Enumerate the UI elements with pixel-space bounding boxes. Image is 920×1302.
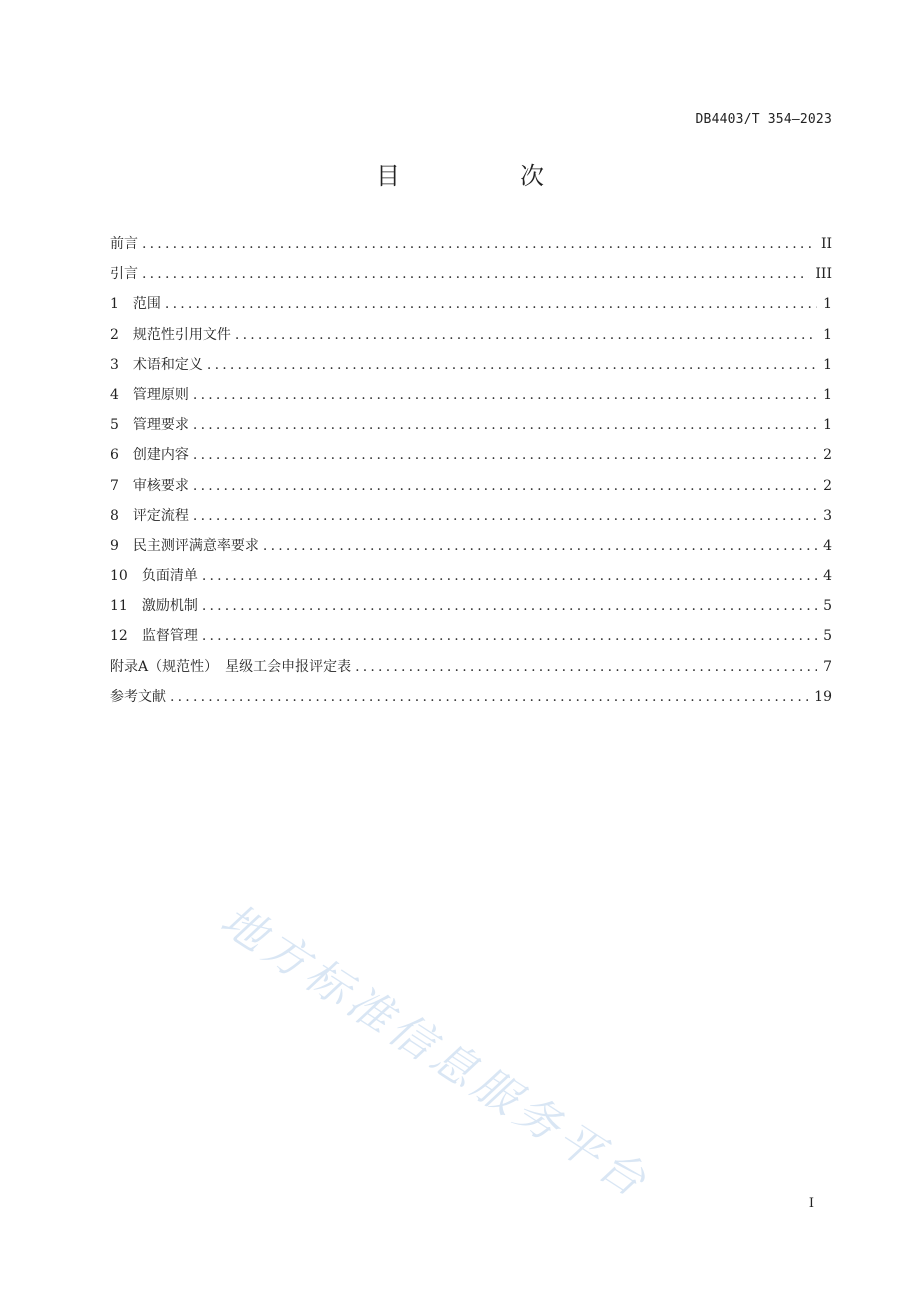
toc-dot-leader [193, 508, 817, 524]
toc-entry-page: 1 [823, 386, 832, 403]
toc-entry-3[interactable] [110, 354, 832, 384]
toc-dot-leader [202, 628, 817, 644]
toc-dot-leader [193, 417, 817, 433]
toc-entry-text: 创建内容 [132, 447, 189, 464]
toc-entry-8[interactable] [110, 505, 832, 535]
toc-dot-leader [165, 296, 817, 312]
toc-dot-leader [235, 327, 817, 343]
toc-entry-bibliography[interactable] [110, 686, 832, 716]
toc-entry-6[interactable] [110, 444, 832, 474]
toc-entry-text: 管理要求 [132, 417, 189, 434]
toc-entry-text: 引言 [110, 266, 138, 283]
toc-entry-foreword[interactable] [110, 233, 832, 263]
toc-entry-appendix-a[interactable] [110, 656, 832, 686]
toc-entry-text: 激励机制 [141, 598, 198, 615]
toc-entry-text: 参考文献 [110, 688, 166, 705]
toc-entry-text: 评定流程 [132, 507, 189, 524]
table-of-contents [110, 233, 832, 716]
toc-entry-page: 4 [823, 568, 832, 585]
toc-entry-page: II [820, 236, 832, 252]
toc-dot-leader [193, 387, 817, 403]
toc-entry-page: 5 [823, 598, 832, 615]
toc-dot-leader [142, 236, 815, 252]
toc-entry-page: 4 [823, 537, 832, 554]
toc-entry-9[interactable] [110, 535, 832, 565]
toc-entry-page: 1 [823, 296, 832, 313]
toc-entry-number: 1 [110, 296, 119, 313]
toc-dot-leader [207, 357, 817, 373]
toc-entry-number: 6 [110, 447, 119, 464]
toc-entry-7[interactable] [110, 475, 832, 505]
toc-entry-5[interactable] [110, 414, 832, 444]
toc-entry-number: 7 [110, 477, 119, 494]
toc-dot-leader [193, 478, 817, 494]
toc-entry-text: 术语和定义 [132, 356, 203, 373]
toc-entry-1[interactable] [110, 293, 832, 323]
toc-entry-text: 监督管理 [141, 628, 198, 645]
toc-dot-leader [263, 538, 817, 554]
toc-entry-text: 管理原则 [132, 386, 189, 403]
toc-dot-leader [202, 568, 817, 584]
toc-entry-text: 审核要求 [132, 477, 189, 494]
toc-entry-11[interactable] [110, 595, 832, 625]
toc-entry-12[interactable] [110, 625, 832, 655]
toc-entry-introduction[interactable] [110, 263, 832, 293]
toc-entry-number: 3 [110, 356, 119, 373]
toc-entry-text: 范围 [132, 296, 161, 313]
toc-entry-number: 8 [110, 507, 119, 524]
toc-dot-leader [355, 659, 817, 675]
toc-entry-page: III [815, 266, 832, 283]
watermark: 地方标准信息服务平台 [211, 894, 659, 1210]
toc-entry-page: 1 [823, 326, 832, 343]
toc-entry-10[interactable] [110, 565, 832, 595]
toc-entry-number: 9 [110, 537, 119, 554]
toc-entry-text: 负面清单 [141, 568, 198, 585]
toc-entry-text: 前言 [110, 236, 138, 252]
toc-dot-leader [142, 266, 809, 282]
toc-dot-leader [170, 689, 808, 705]
toc-entry-text: 附录A（规范性） 星级工会申报评定表 [110, 658, 352, 675]
toc-entry-page: 3 [823, 507, 832, 524]
toc-entry-page: 5 [823, 628, 832, 645]
toc-entry-page: 1 [823, 417, 832, 434]
document-code: DB4403/T 354—2023 [695, 112, 832, 127]
toc-entry-number: 4 [110, 386, 119, 403]
toc-entry-page: 7 [823, 658, 832, 675]
toc-entry-page: 19 [814, 688, 832, 705]
toc-entry-number: 12 [110, 628, 128, 645]
toc-title: 目 次 [376, 162, 592, 190]
toc-entry-number: 2 [110, 326, 119, 343]
toc-entry-page: 2 [823, 447, 832, 464]
toc-entry-text: 民主测评满意率要求 [132, 537, 259, 554]
toc-entry-text: 规范性引用文件 [132, 326, 231, 343]
toc-entry-page: 1 [823, 356, 832, 373]
toc-entry-page: 2 [823, 477, 832, 494]
toc-dot-leader [193, 447, 817, 463]
toc-dot-leader [202, 598, 817, 614]
toc-entry-4[interactable] [110, 384, 832, 414]
toc-entry-number: 11 [110, 598, 128, 615]
toc-entry-2[interactable] [110, 324, 832, 354]
toc-entry-number: 10 [110, 568, 128, 585]
page-number: I [808, 1196, 814, 1211]
toc-entry-number: 5 [110, 417, 119, 434]
